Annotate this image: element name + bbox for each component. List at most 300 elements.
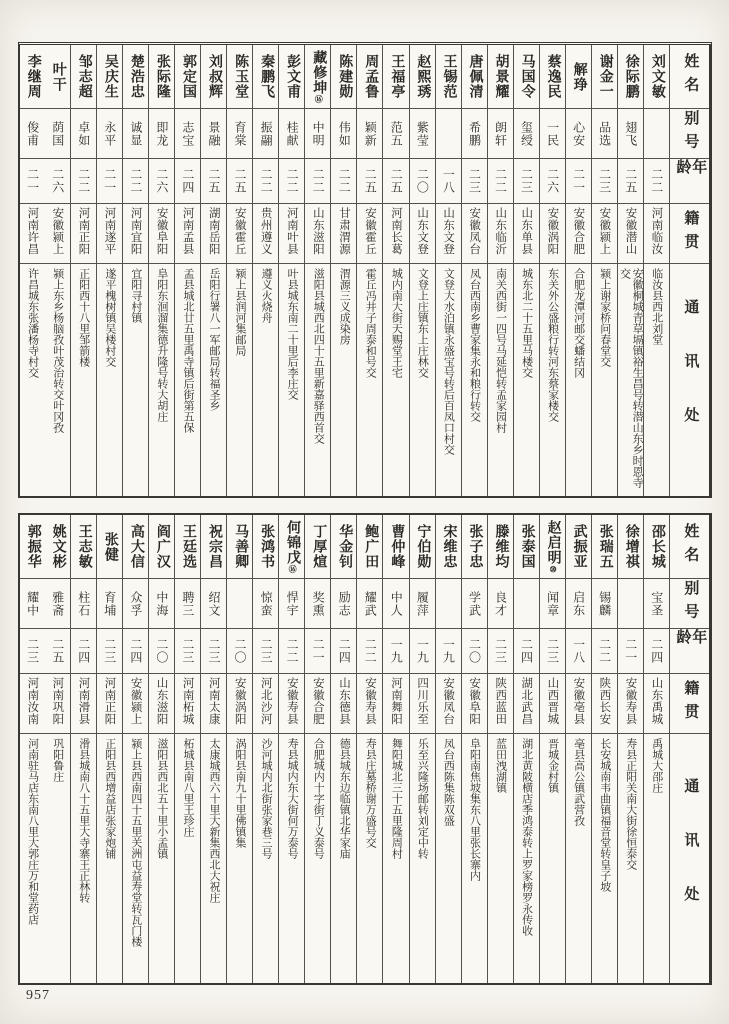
person-alias: 荫国	[50, 120, 65, 147]
person-age: 二六	[50, 168, 65, 194]
person-column	[227, 45, 253, 496]
person-origin-cell	[488, 204, 513, 264]
person-age-cell	[227, 159, 252, 204]
person-address-cell	[592, 264, 617, 496]
person-alias-cell	[253, 109, 278, 159]
person-origin: 安徽颍上	[598, 207, 611, 255]
person-name: 解琤	[571, 61, 587, 92]
person-address: 城内南大街天赐堂王宅	[390, 268, 403, 378]
person-origin: 山东临沂	[494, 207, 507, 255]
person-alias-cell	[592, 579, 617, 629]
person-address: 颍上谢家桥问春堂交	[598, 268, 611, 367]
person-origin: 安徽凤台	[442, 677, 455, 725]
person-alias-cell	[45, 109, 70, 159]
person-age-cell	[618, 629, 643, 674]
person-alias-cell	[514, 579, 539, 629]
person-column	[540, 45, 566, 496]
person-address: 凤台西陈集陈双盛	[442, 738, 455, 826]
header-name-label: 姓名	[682, 523, 699, 570]
person-name-cell	[618, 45, 643, 109]
person-age-cell	[644, 629, 669, 674]
person-age-cell	[175, 629, 200, 674]
person-name-cell	[540, 45, 565, 109]
person-name: 胡景耀	[493, 54, 509, 99]
person-alias: 中人	[389, 590, 404, 617]
person-name: 陈玉堂	[233, 54, 249, 99]
person-origin: 河南遂平	[103, 207, 116, 255]
person-age: 二六	[154, 168, 169, 194]
person-origin-cell	[592, 204, 617, 264]
person-origin-cell	[227, 674, 252, 734]
person-name: 阎广汉	[154, 524, 170, 569]
person-column	[540, 515, 566, 983]
person-age-cell	[45, 629, 70, 674]
person-address-cell	[592, 734, 617, 983]
person-address-cell	[45, 734, 70, 983]
person-name-cell	[149, 45, 174, 109]
person-origin-cell	[201, 674, 226, 734]
header-origin-label: 籍贯	[682, 680, 699, 727]
person-alias-cell	[71, 579, 96, 629]
person-origin: 河南长葛	[390, 207, 403, 255]
person-name-cell	[20, 515, 45, 579]
person-alias-cell	[201, 109, 226, 159]
person-origin: 安徽霍丘	[233, 207, 246, 255]
person-name: 邹志超	[76, 54, 92, 99]
person-origin-cell	[357, 674, 382, 734]
person-origin: 安徽涡阳	[546, 207, 559, 255]
person-name: 刘叔辉	[207, 54, 223, 99]
person-name-cell	[279, 515, 304, 579]
person-column	[201, 515, 227, 983]
person-name: 吴庆生	[102, 54, 118, 99]
person-origin: 甘肃渭源	[337, 207, 350, 255]
person-column	[71, 515, 97, 983]
person-column	[279, 515, 305, 983]
header-name-label: 姓名	[682, 53, 699, 100]
person-address: 临汝县西北刘堂	[650, 268, 663, 345]
person-origin-cell	[383, 674, 408, 734]
person-alias: 景融	[206, 120, 221, 147]
person-alias-cell	[357, 109, 382, 159]
person-age: 二三	[102, 638, 117, 664]
person-origin: 山东德县	[337, 677, 350, 725]
person-alias: 聘三	[180, 590, 195, 617]
person-alias-cell	[175, 579, 200, 629]
header-origin	[670, 674, 709, 734]
person-alias: 众孚	[128, 590, 143, 617]
person-alias-cell	[644, 579, 669, 629]
person-address: 柘城县南八里王珍庄	[181, 738, 194, 837]
person-alias: 育埔	[102, 590, 117, 617]
person-address-cell	[357, 264, 382, 496]
person-origin: 安徽合肥	[311, 677, 324, 725]
person-address-cell	[331, 734, 356, 983]
person-name: 邵长城	[649, 524, 665, 569]
person-origin-cell	[305, 674, 330, 734]
person-column	[410, 515, 436, 983]
person-age-cell	[279, 629, 304, 674]
person-alias-cell	[436, 579, 461, 629]
person-name: 赵启明	[545, 519, 561, 565]
person-age-cell	[436, 629, 461, 674]
person-address: 宜阳寻村镇	[129, 268, 142, 323]
person-age-cell	[566, 629, 591, 674]
person-address-cell	[462, 264, 487, 496]
person-name-cell	[514, 515, 539, 579]
person-column	[618, 515, 644, 983]
person-age-cell	[462, 159, 487, 204]
person-age-cell	[253, 629, 278, 674]
person-age: 二二	[493, 168, 508, 194]
person-alias: 翅飞	[623, 120, 638, 147]
person-column	[644, 515, 670, 983]
person-age: 二一	[571, 168, 586, 194]
person-address-cell	[514, 734, 539, 983]
registry-table-top	[18, 42, 712, 498]
person-age: 二三	[259, 638, 274, 664]
person-address-cell	[71, 734, 96, 983]
person-name-cell	[149, 515, 174, 579]
person-age-cell	[436, 159, 461, 204]
person-alias-cell	[462, 109, 487, 159]
person-origin: 安徽寿县	[363, 677, 376, 725]
person-origin-cell	[436, 204, 461, 264]
person-origin-cell	[644, 204, 669, 264]
person-name: 王志敏	[76, 524, 92, 569]
person-origin: 安徽凤台	[468, 207, 481, 255]
person-name: 赵熙琇	[415, 54, 431, 99]
person-alias: 中明	[311, 120, 326, 147]
person-alias-cell	[410, 109, 435, 159]
person-name-cell	[253, 45, 278, 109]
person-address: 寿县庄墓桥谢万盛号交	[364, 738, 377, 848]
person-origin: 安徽颍上	[51, 207, 64, 255]
person-origin: 四川乐至	[416, 677, 429, 725]
person-column	[201, 45, 227, 496]
person-origin-cell	[279, 204, 304, 264]
person-address-cell	[566, 734, 591, 983]
person-origin-cell	[462, 204, 487, 264]
person-column	[123, 45, 149, 496]
person-address: 合肥龙潭河邮交蟠结冈	[572, 268, 585, 378]
person-alias: 伟如	[337, 120, 352, 147]
person-address-cell	[279, 264, 304, 496]
person-age-cell	[227, 629, 252, 674]
person-age-cell	[462, 629, 487, 674]
person-alias-cell	[97, 109, 122, 159]
person-origin: 湖北武昌	[520, 677, 533, 725]
person-address: 寿县城内东大街何万泰号	[286, 738, 299, 859]
person-alias-cell	[514, 109, 539, 159]
person-age: 二四	[128, 638, 143, 664]
person-column	[462, 515, 488, 983]
person-address-cell	[618, 264, 643, 496]
person-origin-cell	[20, 204, 45, 264]
person-age: 二四	[76, 638, 91, 664]
person-alias: 良才	[493, 590, 508, 617]
person-name-cell	[462, 45, 487, 109]
person-origin-cell	[488, 674, 513, 734]
person-origin-cell	[253, 674, 278, 734]
person-column	[383, 45, 409, 496]
person-name: 彭文甫	[285, 54, 301, 99]
person-column	[45, 515, 71, 983]
person-age-cell	[540, 629, 565, 674]
person-origin-cell	[123, 204, 148, 264]
person-address-cell	[540, 264, 565, 496]
person-address: 禹城大邵庄	[650, 738, 663, 793]
person-name-cell	[357, 45, 382, 109]
person-age: 二三	[206, 638, 221, 664]
person-origin: 河南汝南	[26, 677, 39, 725]
person-age-cell	[20, 629, 45, 674]
person-age: 一九	[415, 638, 430, 664]
person-age: 一九	[441, 638, 456, 664]
person-alias-cell	[357, 579, 382, 629]
name-note: ⑩	[548, 564, 558, 574]
person-name-cell	[97, 515, 122, 579]
person-address: 南关西街一四号马延恺转孟家园村	[494, 268, 507, 433]
person-origin: 安徽颍上	[129, 677, 142, 725]
person-age: 二五	[233, 168, 248, 194]
person-age: 二三	[180, 638, 195, 664]
person-address-cell	[514, 264, 539, 496]
person-address: 沙河城内北街张家巷三号	[260, 738, 273, 859]
person-age: 二〇	[467, 638, 482, 664]
person-name: 叶干	[50, 61, 66, 92]
person-origin: 安徽阜阳	[468, 677, 481, 725]
person-name: 郭振华	[25, 524, 41, 569]
person-alias: 朗轩	[493, 120, 508, 147]
person-alias: 悍宇	[285, 590, 300, 617]
person-age-cell	[618, 159, 643, 204]
person-age-cell	[97, 159, 122, 204]
person-origin-cell	[45, 674, 70, 734]
person-name-cell	[331, 45, 356, 109]
person-address-cell	[227, 264, 252, 496]
person-column	[45, 45, 71, 496]
person-column	[71, 45, 97, 496]
person-column	[331, 45, 357, 496]
person-name-cell	[227, 515, 252, 579]
person-origin: 山东禹城	[650, 677, 663, 725]
person-name-cell	[488, 515, 513, 579]
person-alias: 希鹏	[467, 120, 482, 147]
person-alias: 耀中	[25, 590, 40, 617]
person-origin: 河南舞阳	[390, 677, 403, 725]
person-age-cell	[279, 159, 304, 204]
person-age-cell	[71, 159, 96, 204]
name-note: ⑯	[314, 95, 324, 103]
person-alias: 俊甫	[25, 120, 40, 147]
person-address-cell	[410, 734, 435, 983]
person-origin: 河南正阳	[77, 207, 90, 255]
person-name-cell	[71, 515, 96, 579]
person-address: 孟县城北廿五里禹寺镇后街第五保	[181, 268, 194, 433]
person-name-cell	[227, 45, 252, 109]
person-column	[97, 515, 123, 983]
person-name: 高大信	[128, 524, 144, 569]
person-column	[462, 45, 488, 496]
person-alias-cell	[97, 579, 122, 629]
person-alias: 闻章	[545, 590, 560, 617]
person-age: 二五	[623, 168, 638, 194]
person-name: 张子忠	[467, 524, 483, 569]
person-age: 二五	[206, 168, 221, 194]
person-age-cell	[149, 629, 174, 674]
person-age-cell	[410, 629, 435, 674]
person-name: 王福亭	[389, 54, 405, 99]
person-name: 陈建勋	[337, 54, 353, 99]
person-age: 一九	[389, 638, 404, 664]
person-age-cell	[540, 159, 565, 204]
person-address: 文登大水泊镇永盛宝号转后百凤口村交	[442, 268, 455, 455]
person-address: 城东北二十五里马楼交	[520, 268, 533, 378]
person-address: 舞阳城北三十五里隆周村	[390, 738, 403, 859]
person-age: 二二	[285, 168, 300, 194]
person-column	[566, 515, 592, 983]
person-age-cell	[357, 159, 382, 204]
person-origin-cell	[123, 674, 148, 734]
person-address: 正阳西十八里邹箭楼	[77, 268, 90, 367]
person-column	[305, 515, 331, 983]
person-address: 岳阳行署八一军邮局转福圣乡	[208, 268, 220, 411]
person-name: 宋维忠	[441, 524, 457, 569]
person-alias-cell	[618, 579, 643, 629]
person-alias-cell	[45, 579, 70, 629]
person-name: 曹仲峰	[389, 524, 405, 569]
person-alias: 励志	[337, 590, 352, 617]
person-name: 张瑞五	[597, 524, 613, 569]
person-name: 唐佩清	[467, 54, 483, 99]
person-column	[331, 515, 357, 983]
person-origin: 山东滋阳	[311, 207, 324, 255]
person-address-cell	[71, 264, 96, 496]
person-age-cell	[123, 629, 148, 674]
person-origin: 河南临汝	[650, 207, 663, 255]
header-name	[670, 515, 709, 579]
person-address-cell	[305, 264, 330, 496]
person-column	[279, 45, 305, 496]
person-age-cell	[305, 629, 330, 674]
person-alias: 学武	[467, 590, 482, 617]
person-name-cell	[123, 45, 148, 109]
person-name: 周孟鲁	[363, 54, 379, 99]
person-origin-cell	[462, 674, 487, 734]
person-address: 亳县高公镇武营孜	[572, 738, 585, 826]
person-origin: 河南叶县	[285, 207, 298, 255]
person-name-cell	[540, 515, 565, 579]
person-age: 二二	[597, 638, 612, 664]
person-name: 王锡范	[441, 54, 457, 99]
header-alias	[670, 579, 709, 629]
person-column	[20, 515, 45, 983]
person-name-cell	[462, 515, 487, 579]
person-alias-cell	[227, 109, 252, 159]
person-age-cell	[566, 159, 591, 204]
person-alias-cell	[331, 109, 356, 159]
person-address-cell	[357, 734, 382, 983]
person-name-cell	[279, 45, 304, 109]
person-name: 武振亚	[571, 524, 587, 569]
person-origin-cell	[566, 204, 591, 264]
person-origin: 山东文登	[442, 207, 455, 255]
person-address-cell	[488, 264, 513, 496]
person-name-cell	[436, 45, 461, 109]
header-age	[670, 159, 709, 204]
person-name-cell	[566, 45, 591, 109]
person-alias-cell	[436, 109, 461, 159]
person-alias: 柱石	[76, 590, 91, 617]
person-alias: 永平	[102, 120, 117, 147]
person-name: 张鸿书	[259, 524, 275, 569]
person-address: 凤台西南乡曹家集永和粮行转交	[468, 268, 481, 422]
person-address: 乐至兴隆场邮转刘定中转	[416, 738, 429, 859]
person-origin-cell	[227, 204, 252, 264]
person-name-cell	[488, 45, 513, 109]
person-column	[488, 515, 514, 983]
person-address-cell	[201, 264, 226, 496]
person-age: 二三	[493, 638, 508, 664]
person-name-cell	[45, 45, 70, 109]
person-address: 文登上庄镇东上庄林交	[416, 268, 429, 378]
registry-table-bottom	[18, 513, 712, 985]
person-age: 二三	[519, 168, 534, 194]
person-age: 二五	[389, 168, 404, 194]
person-age-cell	[592, 159, 617, 204]
person-address-cell	[253, 264, 278, 496]
person-address-cell	[279, 734, 304, 983]
person-age: 二二	[649, 168, 664, 194]
person-age: 二一	[311, 638, 326, 664]
person-name: 何锦戊	[285, 520, 301, 565]
person-age-cell	[253, 159, 278, 204]
person-origin-cell	[71, 674, 96, 734]
header-alias	[670, 109, 709, 159]
person-alias: 启东	[571, 590, 586, 617]
person-address-cell	[331, 264, 356, 496]
person-address-cell	[305, 734, 330, 983]
person-address-cell	[20, 264, 45, 496]
person-alias-cell	[123, 579, 148, 629]
person-address-cell	[45, 264, 70, 496]
person-origin: 山西晋城	[546, 677, 559, 725]
person-alias-cell	[410, 579, 435, 629]
person-address: 霍丘冯井子周泰和号交	[364, 268, 377, 378]
person-alias-cell	[618, 109, 643, 159]
person-origin-cell	[592, 674, 617, 734]
person-alias: 雅斋	[50, 590, 65, 617]
person-age: 二二	[259, 168, 274, 194]
person-alias-cell	[462, 579, 487, 629]
person-address: 河南驻马店东南八里大郭庄万和堂药店	[26, 738, 39, 925]
person-address-cell	[566, 264, 591, 496]
person-age-cell	[488, 629, 513, 674]
person-age: 二一	[25, 168, 40, 194]
person-name-cell	[644, 45, 669, 109]
person-alias: 紫莹	[415, 120, 430, 147]
person-address-cell	[97, 734, 122, 983]
person-name: 姚文彬	[50, 524, 66, 569]
person-name: 藏修坤	[311, 50, 327, 95]
person-alias: 奖熏	[311, 590, 326, 617]
person-address-cell	[383, 734, 408, 983]
person-alias-cell	[149, 579, 174, 629]
person-address: 遵义火烧舟	[260, 268, 273, 323]
person-age-cell	[331, 159, 356, 204]
person-alias-cell	[540, 579, 565, 629]
